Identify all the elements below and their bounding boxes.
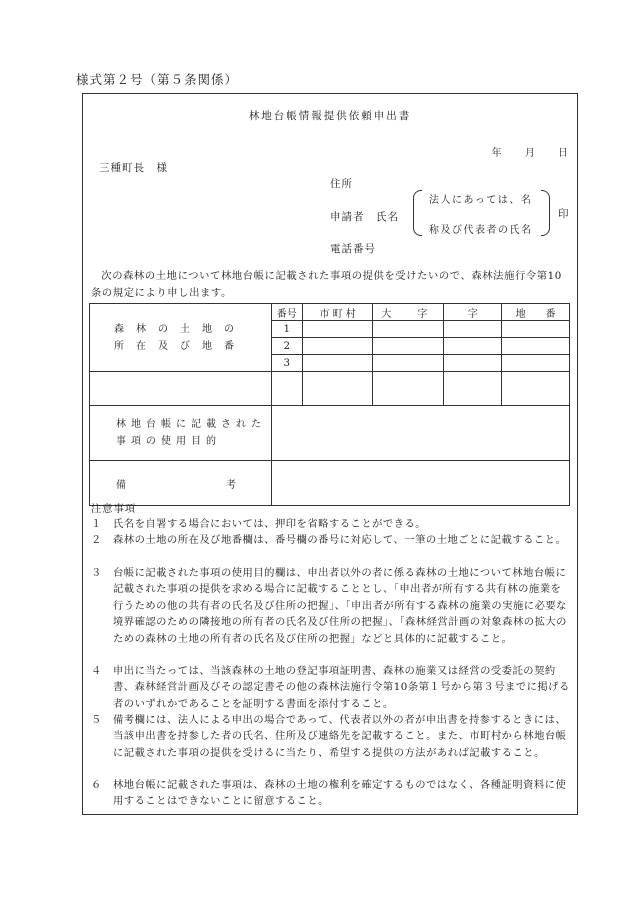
remarks-label: 備 考 <box>90 461 272 506</box>
land-info-table <box>89 303 570 506</box>
note-2 <box>91 532 571 548</box>
header-aza: 字 <box>444 304 502 321</box>
note-1 <box>91 516 571 532</box>
applicant-name-label: 申請者 氏名 <box>330 211 399 223</box>
location-label-spacer <box>90 372 272 406</box>
seal-mark: 印 <box>558 208 569 220</box>
cell-oaza-1[interactable] <box>373 321 444 338</box>
note-number: ６ <box>91 779 102 791</box>
cell-lot-3[interactable] <box>502 355 570 372</box>
row-number-4 <box>271 372 302 406</box>
usage-purpose-field[interactable] <box>271 406 569 461</box>
corporation-note-line1: 法人にあっては、名 <box>429 195 533 206</box>
cell-oaza-2[interactable] <box>373 338 444 355</box>
location-label-line1: 森林の土地の <box>114 323 246 335</box>
location-label <box>90 304 272 372</box>
note-5 <box>91 712 571 761</box>
header-lot-number: 地 番 <box>502 304 570 321</box>
note-number: １ <box>91 518 102 530</box>
notes-title: 注意事項 <box>91 503 137 515</box>
cell-lot-1[interactable] <box>502 321 570 338</box>
row-number-3: 3 <box>271 355 302 372</box>
corporation-note-line2: 称及び代表者の氏名 <box>429 225 533 236</box>
right-bracket <box>541 190 550 236</box>
cell-aza-4[interactable] <box>444 372 502 406</box>
note-number: ４ <box>91 665 102 677</box>
form-number-label: 様式第２号（第５条関係） <box>76 72 239 87</box>
header-oaza: 大 字 <box>373 304 444 321</box>
cell-municipality-4[interactable] <box>302 372 373 406</box>
note-text: 台帳に記載された事項の使用目的欄は、申出者以外の者に係る森林の土地について林地台帳に記載された事項の提供を求める場合に記載することとし、「申出者が所有する共有林の施業を行うための他の共有者の氏名及び住所の把握」、「申出者が所有する森林の施業の実施に必要な境界確認のための隣接地の所有者の氏名及び住所の把握」、「森林経営計画の対象森林の拡大のための森林の土地の所有者の氏名及び住所の把握」などと具体的に記載すること。 <box>113 567 567 645</box>
cell-oaza-3[interactable] <box>373 355 444 372</box>
note-3 <box>91 565 571 647</box>
phone-label: 電話番号 <box>330 243 376 255</box>
usage-purpose-line2: 事項の使用目的 <box>116 436 221 447</box>
remarks-field[interactable] <box>271 461 569 506</box>
date-line: 年 月 日 <box>491 148 568 159</box>
cell-aza-1[interactable] <box>444 321 502 338</box>
note-4 <box>91 663 571 712</box>
address-label: 住所 <box>330 178 353 190</box>
note-text: 森林の土地の所在及び地番欄は、番号欄の番号に対応して、一筆の土地ごとに記載すること。 <box>113 534 567 546</box>
cell-oaza-4[interactable] <box>373 372 444 406</box>
note-number: ２ <box>91 534 102 546</box>
intro-paragraph: 次の森林の土地について林地台帳に記載された事項の提供を受けたいので、森林法施行令第10条の規定により申し出ます。 <box>91 270 562 299</box>
application-form-frame <box>82 93 578 815</box>
document-title: 林地台帳情報提供依頼申出書 <box>248 110 412 122</box>
note-text: 申出に当たっては、当該森林の土地の登記事項証明書、森林の施業又は経営の受委託の契約書、森林経営計画及びその認定書その他の森林法施行令第10条第１号から第３号までに掲げる者のいずれかであることを証明する書面を添付すること。 <box>113 665 570 710</box>
row-number-1: 1 <box>271 321 302 338</box>
note-text: 氏名を自署する場合においては、押印を省略することができる。 <box>113 518 427 530</box>
cell-municipality-3[interactable] <box>302 355 373 372</box>
cell-aza-3[interactable] <box>444 355 502 372</box>
header-number: 番号 <box>271 304 302 321</box>
note-text: 備考欄には、法人による申出の場合であって、代表者以外の者が申出書を持参するときには、当該申出書を持参した者の氏名、住所及び連絡先を記載すること。また、市町村から林地台帳に記載された事項の提供を受けるに当たり、希望する提供の方法があれば記載すること。 <box>113 714 567 759</box>
usage-purpose-label <box>90 406 272 461</box>
left-bracket <box>413 190 422 236</box>
note-number: ５ <box>91 714 102 726</box>
row-number-2: 2 <box>271 338 302 355</box>
addressee: 三種町長 様 <box>99 162 168 174</box>
cell-aza-2[interactable] <box>444 338 502 355</box>
cell-lot-4[interactable] <box>502 372 570 406</box>
usage-purpose-line1: 林地台帳に記載された <box>116 419 266 430</box>
note-number: ３ <box>91 567 102 579</box>
note-6 <box>91 777 571 810</box>
cell-lot-2[interactable] <box>502 338 570 355</box>
note-text: 林地台帳に記載された事項は、森林の土地の権利を確定するものではなく、各種証明資料に使用することはできないことに留意すること。 <box>113 779 567 808</box>
location-label-line2: 所在及び地番 <box>114 340 246 352</box>
header-municipality: 市 町 村 <box>302 304 373 321</box>
cell-municipality-2[interactable] <box>302 338 373 355</box>
cell-municipality-1[interactable] <box>302 321 373 338</box>
